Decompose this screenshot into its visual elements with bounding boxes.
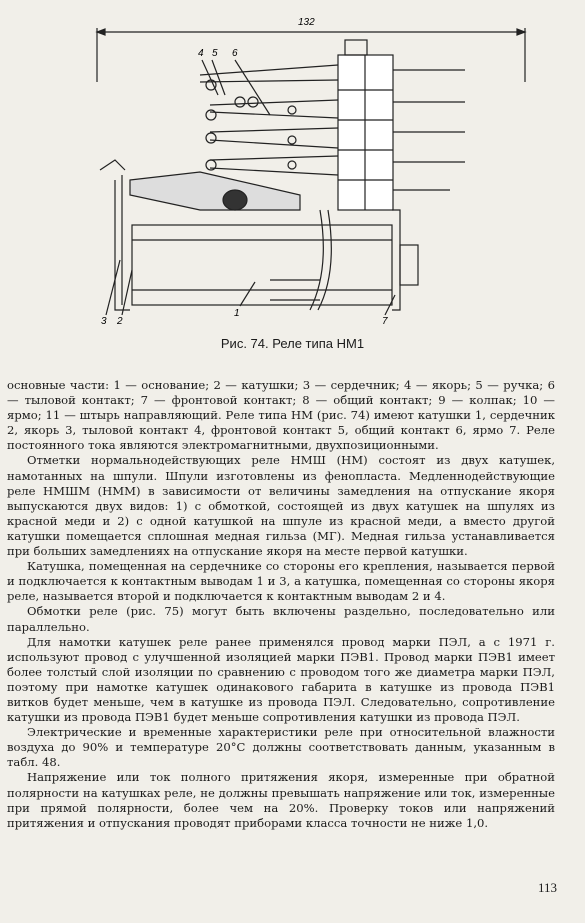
armature bbox=[130, 172, 300, 210]
paragraph: Электрические и временные характеристики реле при относительной влажности воздуха до 90% и температуре 20°С должны соответствовать данным, указанным в табл. 48. bbox=[7, 725, 555, 770]
paragraph: Напряжение или ток полного притяжения якоря, измеренные при обратной полярности на катушках реле, не должны превышать напряжение или ток, измеренные при прямой полярности, более чем на 20%. Проверку токов или напряжений притяжения и отпускания проводят приборами класса точности не ниже 1,0. bbox=[7, 770, 555, 830]
page-number: 113 bbox=[537, 880, 557, 895]
callout-7: 7 bbox=[382, 316, 388, 327]
callout-1: 1 bbox=[234, 308, 240, 319]
paragraph: Катушка, помещенная на сердечнике со стороны его крепления, называется первой и подключается к контактным выводам 1 и 3, а катушка, помещенная со стороны якоря реле, называется второй и подключается к контактным выводам 2 и 4. bbox=[7, 559, 555, 604]
paragraph: Для намотки катушек реле ранее применялся провод марки ПЭЛ, а с 1971 г. используют провод с улучшенной изоляцией марки ПЭВ1. Провод марки ПЭВ1 имеет более толстый слой изоляции по сравнению с проводом того же диаметра марки ПЭЛ, поэтому при намотке катушек одинакового габарита в катушке из провода ПЭВ1 витков будет меньше, чем в катушке из провода ПЭЛ. Следовательно, сопротивление катушки из провода ПЭВ1 будет меньше сопротивления катушки из провода ПЭЛ. bbox=[7, 634, 555, 725]
relay-figure bbox=[70, 10, 530, 340]
callout-5: 5 bbox=[212, 48, 218, 59]
callout-2: 2 bbox=[117, 316, 123, 327]
body-text bbox=[7, 378, 555, 831]
callout-3: 3 bbox=[101, 316, 107, 327]
callout-4: 4 bbox=[198, 48, 204, 59]
figure-caption: Рис. 74. Реле типа НМ1 bbox=[220, 336, 365, 351]
callout-6: 6 bbox=[232, 48, 238, 59]
paragraph: Отметки нормальнодействующих реле НМШ (НМ) состоят из двух катушек, намотанных на шпули. Шпули изготовлены из фенопласта. Медленнодействующие реле НМШМ (НММ) в зависимости от величины замедления на отпускание якоря выпускаются двух видов: 1) с обмоткой, состоящей из двух катушек на шпулях из красной меди и 2) с одной катушкой на шпуле из красной меди, а вместо другой катушки помещается сплошная медная гильза (МГ). Медная гильза устанавливается при больших замедлениях на отпускание якоря на месте первой катушки. bbox=[7, 453, 555, 559]
paragraph: основные части: 1 — основание; 2 — катушки; 3 — сердечник; 4 — якорь; 5 — ручка; 6 — тыловой контакт; 7 — фронтовой контакт; 8 — общий контакт; 9 — колпак; 10 — ярмо; 11 — штырь направляющий. Реле типа НМ (рис. 74) имеют катушки 1, сердечник 2, якорь 3, тыловой контакт 4, фронтовой контакт 5, общий контакт 6, ярмо 7. Реле постоянного тока являются электромагнитными, двухпозиционными. bbox=[7, 378, 555, 453]
dimension-label: 132 bbox=[298, 17, 315, 28]
paragraph: Обмотки реле (рис. 75) могут быть включены раздельно, последовательно или параллельно. bbox=[7, 604, 555, 634]
relay-drawing bbox=[70, 10, 530, 340]
coil bbox=[132, 225, 392, 305]
